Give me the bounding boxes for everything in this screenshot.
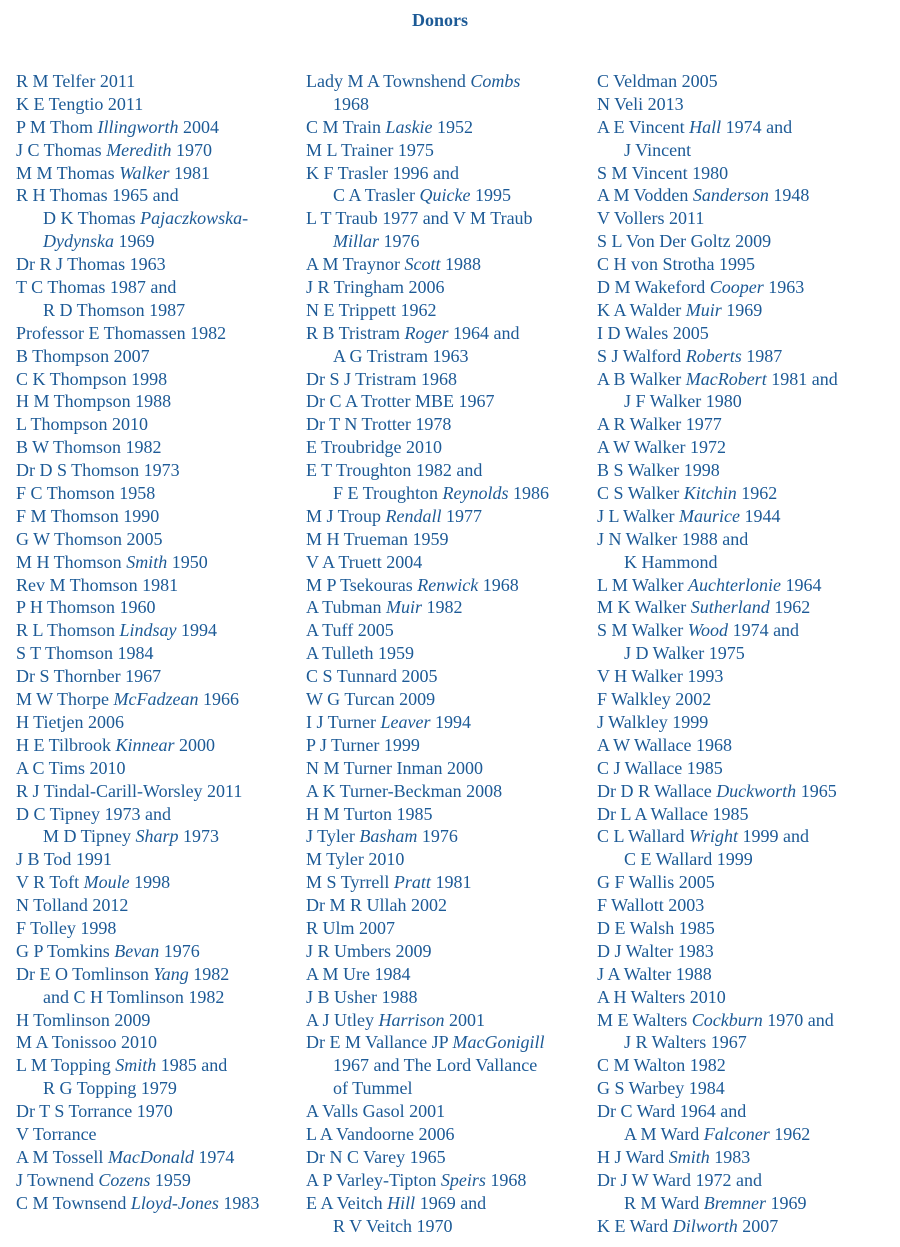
donor-line: D J Walter 1983 [597,940,714,961]
donor-line: F C Thomson 1958 [16,483,156,504]
donor-line: A Tulleth 1959 [306,643,415,664]
donor-maiden-name: Roberts [685,345,742,366]
donor-maiden-name: Muir [685,299,722,320]
donor-maiden-name: Wright [689,826,739,847]
donor-line: H E Tilbrook Kinnear 2000 [16,734,216,755]
donor-line: M A Tonissoo 2010 [16,1032,157,1053]
donor-line: A B Walker MacRobert 1981 and [597,368,838,389]
donor-line: M M Thomas Walker 1981 [16,162,211,183]
donor-maiden-name: Cooper [709,277,764,298]
donor-line: G W Thomson 2005 [16,528,163,549]
donor-maiden-name: Dilworth [672,1215,738,1236]
donor-maiden-name: Kitchin [683,483,737,504]
donor-line: C M Townsend Lloyd-Jones 1983 [16,1192,260,1213]
donor-line: Dr S J Tristram 1968 [306,368,458,389]
donor-line: F M Thomson 1990 [16,505,160,526]
donor-line: V A Truett 2004 [306,551,423,572]
donor-maiden-name: Speirs [440,1169,486,1190]
donor-line: D K Thomas Pajaczkowska- [43,208,249,229]
donor-line: Dr M R Ullah 2002 [306,895,447,916]
donor-line: C S Tunnard 2005 [306,666,438,687]
donor-line: R L Thomson Lindsay 1994 [16,620,218,641]
donor-line: H Tomlinson 2009 [16,1009,151,1030]
donor-line: A M Tossell MacDonald 1974 [16,1146,235,1167]
donor-maiden-name: Maurice [679,505,741,526]
donor-line: Dr D S Thomson 1973 [16,460,180,481]
donor-maiden-name: Smith [115,1055,157,1076]
donor-line: K F Trasler 1996 and [306,162,460,183]
donor-maiden-name: Sutherland [690,597,770,618]
donor-line: Dr C A Trotter MBE 1967 [306,391,495,412]
donor-line: Dr J W Ward 1972 and [597,1169,763,1190]
donor-maiden-name: Cockburn [691,1009,763,1030]
donor-line: Dr E M Vallance JP MacGonigill [306,1032,545,1053]
donor-line: R H Thomas 1965 and [16,185,179,206]
donor-line: Dr C Ward 1964 and [597,1101,747,1122]
donor-line: K E Tengtio 2011 [16,93,144,114]
page-title: Donors [411,10,468,30]
donor-line: J Townend Cozens 1959 [16,1169,191,1190]
donor-line: V R Toft Moule 1998 [16,872,171,893]
donor-line: M L Trainer 1975 [306,139,434,160]
donor-line: B Thompson 2007 [16,345,150,366]
donor-line: A K Turner-Beckman 2008 [306,780,503,801]
donor-column-2 [306,70,591,1237]
donor-line: J Walkley 1999 [597,711,709,732]
donor-line: Lady M A Townshend Combs [306,71,521,91]
donor-line: L A Vandoorne 2006 [306,1123,455,1144]
donor-line: S T Thomson 1984 [16,643,154,664]
donor-line: K E Ward Dilworth 2007 [597,1215,779,1236]
donor-line: R B Tristram Roger 1964 and [306,322,520,343]
donor-line: C S Walker Kitchin 1962 [597,483,778,504]
donor-line: and C H Tomlinson 1982 [43,986,225,1007]
donor-maiden-name: Quicke [419,185,471,206]
donor-line: B S Walker 1998 [597,460,720,481]
donor-maiden-name: Hill [387,1192,416,1213]
donor-line: C M Walton 1982 [597,1055,726,1076]
donor-line: F Wallott 2003 [597,895,705,916]
donor-maiden-name: Muir [386,597,423,618]
donor-line: Millar 1976 [333,231,420,252]
donor-line: F Walkley 2002 [597,689,712,710]
donor-maiden-name: Leaver [380,711,431,732]
donor-line: R D Thomson 1987 [43,299,186,320]
donor-line: A P Varley-Tipton Speirs 1968 [306,1169,527,1190]
donor-line: A M Vodden Sanderson 1948 [597,185,810,206]
donor-line: C K Thompson 1998 [16,368,168,389]
donor-line: M J Troup Rendall 1977 [306,505,483,526]
donor-maiden-name: Cozens [98,1169,151,1190]
donor-line: M D Tipney Sharp 1973 [43,826,220,847]
donor-line: C A Trasler Quicke 1995 [333,185,511,206]
donor-line: R M Ward Bremner 1969 [624,1192,807,1213]
donor-maiden-name: Reynolds [442,483,509,504]
donor-line: M Tyler 2010 [306,849,405,870]
donor-line: R M Telfer 2011 [16,71,136,91]
donor-line: A Tubman Muir 1982 [306,597,463,618]
donor-line: A W Walker 1972 [597,437,727,458]
donor-line: N Veli 2013 [597,93,684,114]
donor-line: C M Train Laskie 1952 [306,116,474,137]
donor-line: A C Tims 2010 [16,757,126,778]
donor-line: D M Wakeford Cooper 1963 [597,277,805,298]
donor-line: E T Troughton 1982 and [306,460,483,481]
donor-line: L T Traub 1977 and V M Traub [306,208,533,229]
donor-line: Dr S Thornber 1967 [16,666,162,687]
donor-line: A W Wallace 1968 [597,734,733,755]
donor-maiden-name: Lloyd-Jones [130,1192,219,1213]
donor-line: J D Walker 1975 [624,643,745,664]
donor-line: M H Thomson Smith 1950 [16,551,208,572]
donor-line: R G Topping 1979 [43,1078,177,1099]
donor-line: A G Tristram 1963 [333,345,469,366]
donor-maiden-name: MacGonigill [452,1032,545,1053]
donor-maiden-name: Sanderson [692,185,769,206]
donor-line: E Troubridge 2010 [306,437,443,458]
donor-maiden-name: Combs [470,71,521,91]
donor-line: N Tolland 2012 [16,895,129,916]
donor-line: D C Tipney 1973 and [16,803,172,824]
donor-maiden-name: Duckworth [716,780,797,801]
donor-line: V Vollers 2011 [597,208,705,229]
donor-line: S L Von Der Goltz 2009 [597,231,772,252]
donor-line: F E Troughton Reynolds 1986 [333,483,550,504]
donor-line: Dr N C Varey 1965 [306,1146,446,1167]
donor-line: A M Traynor Scott 1988 [306,254,482,275]
donor-line: A Tuff 2005 [306,620,394,641]
donor-maiden-name: Wood [687,620,729,641]
donor-line: G S Warbey 1984 [597,1078,725,1099]
donor-maiden-name: MacDonald [107,1146,194,1167]
donor-line: A M Ward Falconer 1962 [624,1123,811,1144]
donor-maiden-name: Illingworth [97,116,179,137]
donor-maiden-name: Kinnear [115,734,175,755]
donor-line: of Tummel [333,1078,413,1099]
donor-line: P M Thom Illingworth 2004 [16,116,220,137]
donor-line: C E Wallard 1999 [624,849,753,870]
donor-column-1 [16,70,301,1215]
donor-maiden-name: Falconer [703,1123,770,1144]
donor-line: Dydynska 1969 [43,231,155,252]
donor-line: Professor E Thomassen 1982 [16,322,227,343]
donor-line: E A Veitch Hill 1969 and [306,1192,487,1213]
donor-line: M P Tsekouras Renwick 1968 [306,574,519,595]
donor-line: J R Walters 1967 [624,1032,747,1053]
donor-line: Dr R J Thomas 1963 [16,254,166,275]
donor-line: R J Tindal-Carill-Worsley 2011 [16,780,243,801]
donor-line: A E Vincent Hall 1974 and [597,116,793,137]
donor-maiden-name: Laskie [385,116,433,137]
donor-line: C J Wallace 1985 [597,757,723,778]
donor-maiden-name: McFadzean [113,689,199,710]
donor-maiden-name: Harrison [378,1009,445,1030]
donor-maiden-name: Rendall [385,505,442,526]
donor-maiden-name: MacRobert [685,368,767,389]
donor-line: P J Turner 1999 [306,734,420,755]
donor-maiden-name: Millar [333,231,380,252]
donor-line: S J Walford Roberts 1987 [597,345,783,366]
donor-line: C H von Strotha 1995 [597,254,756,275]
donor-line: P H Thomson 1960 [16,597,156,618]
donor-maiden-name: Basham [359,826,418,847]
donor-line: H Tietjen 2006 [16,711,125,732]
donor-line: J B Tod 1991 [16,849,112,870]
donor-line: M E Walters Cockburn 1970 and [597,1009,834,1030]
donor-maiden-name: Hall [689,116,722,137]
donor-line: J N Walker 1988 and [597,528,749,549]
donor-maiden-name: Renwick [417,574,479,595]
donor-line: L M Topping Smith 1985 and [16,1055,228,1076]
donor-line: S M Walker Wood 1974 and [597,620,800,641]
donor-maiden-name: Pratt [393,872,431,893]
donor-maiden-name: Lindsay [119,620,177,641]
donor-line: Rev M Thomson 1981 [16,574,179,595]
donor-maiden-name: Roger [404,322,449,343]
donor-line: A J Utley Harrison 2001 [306,1009,486,1030]
donor-line: A M Ure 1984 [306,963,411,984]
donor-line: L M Walker Auchterlonie 1964 [597,574,822,595]
donor-line: R V Veitch 1970 [333,1215,453,1236]
donor-line: Dr E O Tomlinson Yang 1982 [16,963,230,984]
donor-line: N M Turner Inman 2000 [306,757,484,778]
donor-line: I J Turner Leaver 1994 [306,711,471,732]
donor-line: C Veldman 2005 [597,71,718,91]
donor-line: A Valls Gasol 2001 [306,1101,446,1122]
donor-line: A R Walker 1977 [597,414,722,435]
donor-maiden-name: Scott [404,254,441,275]
donor-line: K Hammond [624,551,718,572]
donor-line: I D Wales 2005 [597,322,709,343]
donor-maiden-name: Sharp [135,826,179,847]
donor-column-3 [597,70,887,1237]
donor-line: N E Trippett 1962 [306,299,437,320]
donor-line: 1968 [333,93,369,114]
donor-maiden-name: Pajaczkowska- [140,208,249,229]
donor-line: J B Usher 1988 [306,986,418,1007]
donor-line: J R Umbers 2009 [306,940,432,961]
donor-line: J F Walker 1980 [624,391,742,412]
donor-line: D E Walsh 1985 [597,917,715,938]
donor-line: 1967 and The Lord Vallance [333,1055,538,1076]
donor-line: Dr L A Wallace 1985 [597,803,749,824]
donor-line: J A Walter 1988 [597,963,712,984]
donor-line: C L Wallard Wright 1999 and [597,826,810,847]
donor-line: T C Thomas 1987 and [16,277,177,298]
donor-line: V H Walker 1993 [597,666,724,687]
donor-maiden-name: Smith [126,551,168,572]
donor-line: H M Turton 1985 [306,803,433,824]
donor-line: Dr T N Trotter 1978 [306,414,452,435]
donor-line: M K Walker Sutherland 1962 [597,597,811,618]
donor-maiden-name: Dydynska [43,231,114,252]
donor-line: Dr D R Wallace Duckworth 1965 [597,780,837,801]
donor-maiden-name: Auchterlonie [688,574,782,595]
donor-maiden-name: Moule [83,872,130,893]
donor-line: M H Trueman 1959 [306,528,449,549]
donor-line: M S Tyrrell Pratt 1981 [306,872,472,893]
donor-line: Dr T S Torrance 1970 [16,1101,173,1122]
donor-maiden-name: Meredith [106,139,172,160]
donor-line: J R Tringham 2006 [306,277,445,298]
donor-line: J C Thomas Meredith 1970 [16,139,212,160]
donor-line: B W Thomson 1982 [16,437,162,458]
donor-line: J Tyler Basham 1976 [306,826,458,847]
donor-line: M W Thorpe McFadzean 1966 [16,689,239,710]
donor-line: L Thompson 2010 [16,414,149,435]
donor-line: H J Ward Smith 1983 [597,1146,751,1167]
donor-line: A H Walters 2010 [597,986,726,1007]
donor-line: V Torrance [16,1123,97,1144]
donor-line: R Ulm 2007 [306,917,396,938]
donor-line: G P Tomkins Bevan 1976 [16,940,200,961]
donor-line: G F Wallis 2005 [597,872,715,893]
donor-line: K A Walder Muir 1969 [597,299,763,320]
donor-maiden-name: Yang [153,963,189,984]
donor-maiden-name: Walker [119,162,170,183]
donor-line: W G Turcan 2009 [306,689,436,710]
donor-maiden-name: Bremner [703,1192,767,1213]
donor-line: J L Walker Maurice 1944 [597,505,781,526]
donor-line: S M Vincent 1980 [597,162,729,183]
donor-line: H M Thompson 1988 [16,391,172,412]
donor-maiden-name: Bevan [114,940,160,961]
donor-line: J Vincent [624,139,692,160]
donor-maiden-name: Smith [668,1146,710,1167]
donor-line: F Tolley 1998 [16,917,117,938]
